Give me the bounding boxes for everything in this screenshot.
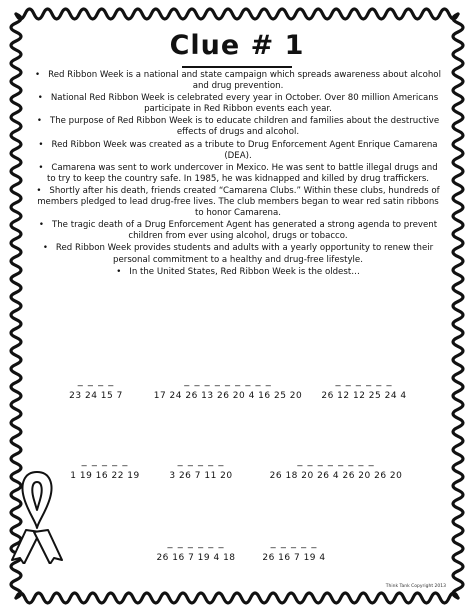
cipher-numbers: 26 18 20 26 4 26 20 26 20: [269, 471, 403, 481]
bullet-text: Red Ribbon Week is a national and state campaign which spreads awareness about alcohol and drug prevention.: [48, 70, 441, 92]
border-squiggle-segment: [16, 593, 458, 603]
bullet-marker: •: [36, 116, 42, 127]
cipher-numbers: 17 24 26 13 26 20 4 16 25 20: [153, 391, 303, 401]
cipher-numbers: 3 26 7 11 20: [169, 471, 233, 481]
puzzle-word: [314, 376, 414, 401]
clue-bullet-list: [30, 70, 446, 279]
answer-blanks: _ _ _ _: [77, 376, 115, 387]
page-title: Clue # 1: [169, 30, 305, 61]
copyright-footer: Think Tank Copyright 2013: [385, 584, 446, 589]
border-squiggle-segment: [16, 9, 458, 19]
bullet-text: National Red Ribbon Week is celebrated every year in October. Over 80 million Americans participate in Red Ribbon events each year.: [50, 93, 439, 115]
bullet-marker: •: [37, 93, 43, 104]
bullet-marker: •: [38, 139, 44, 150]
bullet-text: In the United States, Red Ribbon Week is the oldest…: [129, 266, 360, 277]
bullet-item: [30, 93, 446, 115]
bullet-text: The purpose of Red Ribbon Week is to educate children and families about the destructive effects of drugs and alcohol.: [49, 116, 440, 138]
puzzle-word: [254, 456, 418, 481]
puzzle-word: [254, 538, 334, 563]
bullet-text: The tragic death of a Drug Enforcement Agent has generated a strong agenda to prevent children from ever using alcohol, drugs or tobacco.: [51, 220, 438, 242]
answer-blanks: _ _ _ _ _ _: [335, 376, 393, 387]
answer-blanks: _ _ _ _ _ _ _ _: [297, 456, 375, 467]
puzzle-word: [68, 456, 142, 481]
border-squiggle-segment: [453, 14, 463, 598]
bullet-marker: •: [116, 266, 122, 277]
bullet-text: Shortly after his death, friends created “Camarena Clubs.” Within these clubs, hundreds of members pledged to lead drug-free lives. The club members began to wear red satin ribbons to honor Camarena.: [37, 185, 440, 219]
answer-blanks: _ _ _ _ _: [177, 456, 225, 467]
bullet-marker: •: [38, 162, 44, 173]
cipher-numbers: 23 24 15 7: [69, 391, 123, 401]
bullet-marker: •: [38, 220, 44, 231]
answer-blanks: _ _ _ _ _ _: [167, 538, 225, 549]
puzzle-word: [150, 376, 306, 401]
cipher-numbers: 1 19 16 22 19: [70, 471, 140, 481]
bullet-marker: •: [36, 185, 42, 196]
answer-blanks: _ _ _ _ _ _ _ _ _: [184, 376, 272, 387]
bullet-item: [30, 243, 446, 265]
puzzle-word: [66, 376, 126, 401]
bullet-item: [30, 140, 446, 162]
bullet-item: [30, 220, 446, 242]
bullet-item: [30, 116, 446, 138]
answer-blanks: _ _ _ _ _: [270, 538, 318, 549]
bullet-item: [30, 70, 446, 92]
bullet-item: [30, 163, 446, 185]
bullet-marker: •: [35, 70, 41, 80]
puzzle-word: [162, 456, 240, 481]
bullet-marker: •: [42, 243, 48, 254]
puzzle-word: [150, 538, 242, 563]
cipher-numbers: 26 12 12 25 24 4: [321, 391, 407, 401]
title-underline: [182, 66, 292, 68]
bullet-text: Camarena was sent to work undercover in Mexico. He was sent to battle illegal drugs and to try to keep the country safe. In 1985, he was kidnapped and killed by drug traffickers.: [46, 162, 438, 184]
cipher-numbers: 26 16 7 19 4 18: [156, 553, 236, 563]
bullet-item: [30, 186, 446, 219]
bullet-item: [30, 267, 446, 278]
answer-blanks: _ _ _ _ _: [81, 456, 129, 467]
cipher-numbers: 26 16 7 19 4: [262, 553, 326, 563]
clue-card: [22, 26, 452, 591]
bullet-text: Red Ribbon Week was created as a tribute to Drug Enforcement Agent Enrique Camarena (DEA).: [51, 139, 438, 161]
awareness-ribbon-icon: [6, 468, 68, 564]
bullet-text: Red Ribbon Week provides students and adults with a yearly opportunity to renew their personal commitment to a healthy and drug-free lifestyle.: [55, 243, 434, 265]
